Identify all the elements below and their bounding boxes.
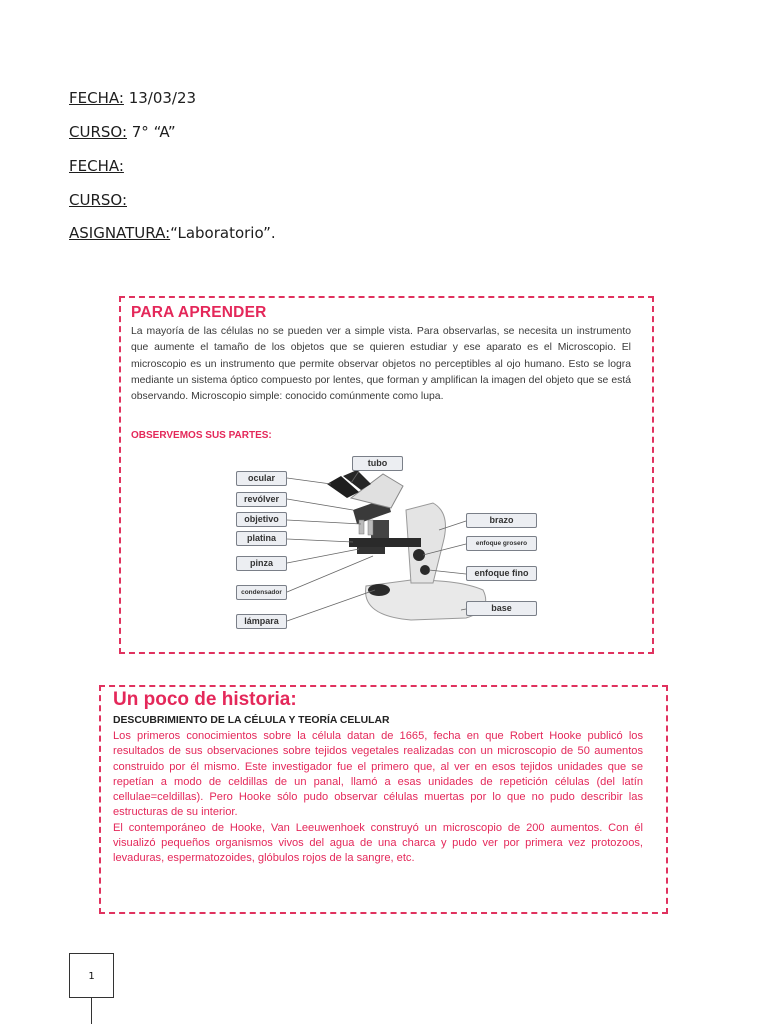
curso2-label: CURSO: [69, 191, 127, 209]
label-ocular: ocular [236, 471, 287, 486]
fecha-value: 13/03/23 [123, 89, 197, 107]
label-condensador: condensador [236, 585, 287, 600]
fine-focus-knob [420, 565, 430, 575]
label-pinza: pinza [236, 556, 287, 571]
microscope-diagram [121, 298, 651, 652]
historia-paragraph-1: Los primeros conocimientos sobre la célula datan de 1665, fecha en que Robert Hooke publicó los resultados de sus observaciones sobre tejidos vegetales realizadas con un microscopio de 50 aumentos construido por él mismo. Este investigador fue el primero que, al ver en esos tejidos unidades que se repetían a modo de celdillas de un panal, llamó a esas unidades de repetición células (del latín cellulae=celdillas). Pero Hooke sólo pudo observar células muertas por lo que no pudo describir las estructuras de su interior. [113, 730, 643, 819]
lamp-knob [368, 584, 390, 596]
para-aprender-box [119, 296, 654, 654]
label-enfoque-grosero: enfoque grosero [466, 536, 537, 551]
curso-line [69, 123, 176, 141]
fecha2-label: FECHA: [69, 157, 124, 175]
historia-title: Un poco de historia: [113, 689, 297, 710]
historia-box [99, 685, 668, 914]
para-aprender-title: PARA APRENDER [131, 304, 267, 321]
curso-value: 7° “A” [127, 123, 176, 141]
label-platina: platina [236, 531, 287, 546]
asignatura-line [69, 224, 276, 242]
observemos-subtitle: OBSERVEMOS SUS PARTES: [131, 430, 272, 441]
historia-paragraph-2: El contemporáneo de Hooke, Van Leeuwenhoek construyó un microscopio de 200 aumentos. Con él visualizó pequeños organismos vivos del agua de una charca y pudo ver por primera vez protozoos, levaduras, espermatozoides, glóbulos rojos de la sangre, etc. [113, 821, 643, 865]
label-enfoque-fino: enfoque fino [466, 566, 537, 581]
historia-text [113, 729, 643, 867]
label-objetivo: objetivo [236, 512, 287, 527]
label-brazo: brazo [466, 513, 537, 528]
fecha-label: FECHA: [69, 89, 124, 107]
fecha2-line [69, 157, 124, 175]
label-base: base [466, 601, 537, 616]
curso2-line [69, 191, 127, 209]
label-lampara: lámpara [236, 614, 287, 629]
label-revolver: revólver [236, 492, 287, 507]
para-aprender-text: La mayoría de las células no se pueden ver a simple vista. Para observarlas, se necesita un instrumento que aumente el tamaño de los objetos que se quieren estudiar y ese aparato es el Microscopio. El microscopio es un instrumento que permite observar objetos no perceptibles al ojo humano. Esto se logra mediante un sistema óptico compuesto por lentes, que forman y amplifican la imagen del objeto que se está observando. Microscopio simple: conocido comúnmente como lupa. [131, 326, 631, 403]
curso-label: CURSO: [69, 123, 127, 141]
microscope-stage [349, 538, 421, 547]
asignatura-value: “Laboratorio”. [170, 224, 276, 242]
page-number: 1 [69, 953, 114, 998]
label-tubo: tubo [352, 456, 403, 471]
asignatura-label: ASIGNATURA: [69, 224, 171, 242]
historia-subtitle: DESCUBRIMIENTO DE LA CÉLULA Y TEORÍA CELULAR [113, 715, 390, 726]
page-number-line [91, 998, 92, 1024]
fecha-line [69, 89, 196, 107]
